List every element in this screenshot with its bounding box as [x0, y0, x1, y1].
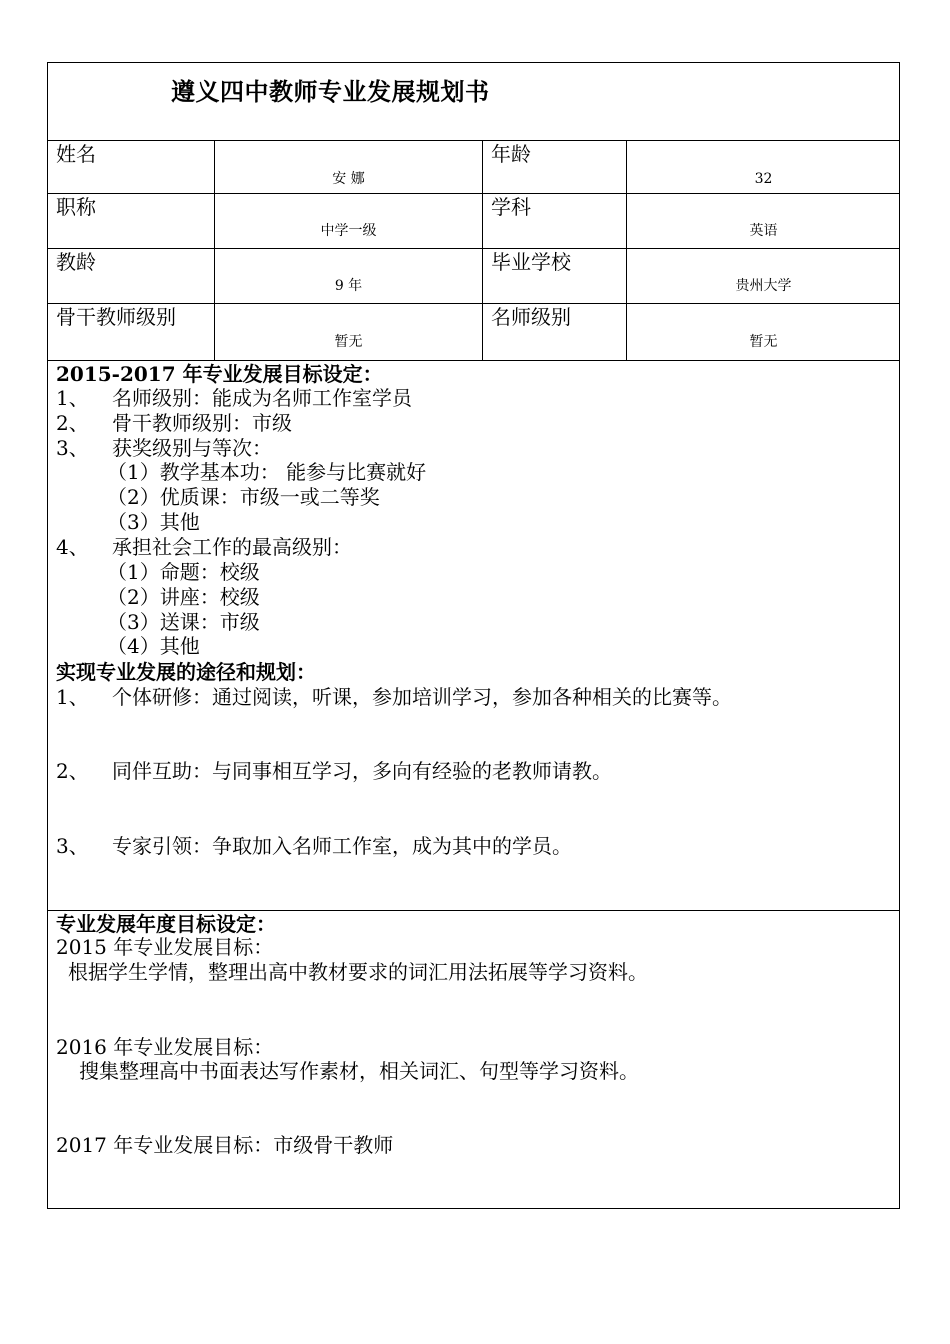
plan-document: [47, 62, 900, 1208]
path-heading: 实现专业发展的途径和规划：: [56, 660, 316, 684]
teaching-years-value: 9 年: [334, 278, 363, 294]
goal-num: 3、: [56, 436, 89, 460]
goal-text: 名师级别：能成为名师工作室学员: [112, 386, 412, 410]
goal-subitem: （1）教学基本功： 能参与比赛就好: [107, 460, 427, 484]
goal-subitem: （2）讲座：校级: [107, 585, 260, 609]
row-divider: [47, 140, 900, 141]
goal-num: 1、: [56, 386, 89, 410]
goal-text: 获奖级别与等次：: [112, 436, 272, 460]
subject-label: 学科: [491, 195, 531, 219]
name-label: 姓名: [56, 142, 96, 166]
annual-heading: 专业发展年度目标设定：: [56, 912, 276, 936]
goal-subitem: （3）送课：市级: [107, 610, 260, 634]
backbone-label: 骨干教师级别: [56, 305, 176, 329]
path-num: 3、: [56, 834, 89, 858]
goal-item: [56, 411, 292, 436]
goal-subitem: （3）其他: [107, 510, 200, 534]
goal-item: [56, 436, 272, 461]
title-label: 职称: [56, 195, 96, 219]
path-item: [56, 759, 612, 784]
row-divider: [47, 193, 900, 194]
goal-subitem: （2）优质课：市级一或二等奖: [107, 485, 380, 509]
goal-text: 承担社会工作的最高级别：: [112, 535, 352, 559]
famous-value: 暂无: [749, 334, 778, 350]
school-label: 毕业学校: [491, 250, 571, 274]
goal-subitem: （4）其他: [107, 634, 200, 658]
row-divider: [47, 303, 900, 304]
teaching-years-label: 教龄: [56, 250, 96, 274]
row-divider: [47, 248, 900, 249]
age-value: 32: [754, 171, 773, 187]
goal-text: 骨干教师级别：市级: [112, 411, 292, 435]
row-divider: [47, 910, 900, 911]
famous-label: 名师级别: [491, 305, 571, 329]
backbone-value: 暂无: [334, 334, 363, 350]
title-value: 中学一级: [320, 223, 377, 239]
annual-2015-text: 根据学生学情，整理出高中教材要求的词汇用法拓展等学习资料。: [68, 960, 648, 984]
path-num: 1、: [56, 685, 89, 709]
goal-num: 4、: [56, 535, 89, 559]
goal-num: 2、: [56, 411, 89, 435]
annual-2017-line: 2017 年专业发展目标：市级骨干教师: [56, 1133, 394, 1157]
path-text: 同伴互助：与同事相互学习，多向有经验的老教师请教。: [112, 759, 612, 783]
path-text: 个体研修：通过阅读，听课，参加培训学习，参加各种相关的比赛等。: [112, 685, 732, 709]
path-item: [56, 834, 572, 859]
path-text: 专家引领：争取加入名师工作室，成为其中的学员。: [112, 834, 572, 858]
path-num: 2、: [56, 759, 89, 783]
subject-value: 英语: [749, 223, 778, 239]
row-divider: [47, 360, 900, 361]
annual-2016-label: 2016 年专业发展目标：: [56, 1035, 274, 1059]
school-value: 贵州大学: [735, 278, 792, 294]
goals-heading: 2015-2017 年专业发展目标设定：: [56, 362, 383, 386]
goal-item: [56, 535, 352, 560]
annual-2016-text: 搜集整理高中书面表达写作素材，相关词汇、句型等学习资料。: [79, 1059, 639, 1083]
age-label: 年龄: [491, 142, 531, 166]
goal-subitem: （1）命题：校级: [107, 560, 260, 584]
annual-2015-label: 2015 年专业发展目标：: [56, 935, 274, 959]
goal-item: [56, 386, 412, 411]
page-title: 遵义四中教师专业发展规划书: [171, 77, 490, 106]
col-divider: [482, 140, 483, 360]
name-value: 安 娜: [332, 171, 365, 187]
path-item: [56, 685, 732, 710]
